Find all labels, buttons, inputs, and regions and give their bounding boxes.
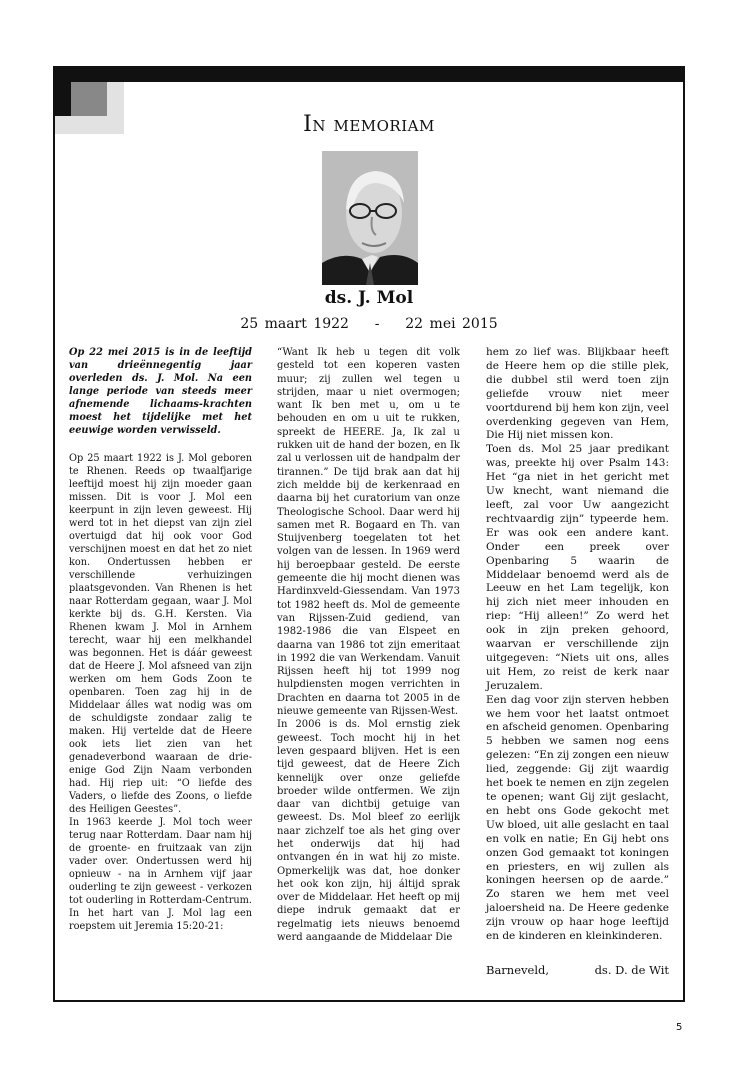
corner-decoration	[71, 82, 107, 116]
paragraph: In 1963 keerde J. Mol toch weer terug naar Rotterdam. Daar nam hij de groente- en fruitzaak van zijn vader over. Ondertussen werd hij opnieuw - na in Arnhem vijf jaar ouderling te zijn geweest - verkozen tot ouderling in Rotterdam-Centrum. In het hart van J. Mol lag een roepstem uit Jeremia 15:20-21:	[69, 817, 252, 932]
paragraph: “Want Ik heb u tegen dit volk gesteld tot een koperen vasten muur; zij zullen wel tegen u strijden, maar u niet overmogen; want Ik ben met u, om u te behouden en om u uit te rukken, spreekt de HEERE. Ja, Ik zal u rukken uit de hand der bozen, en Ik zal u verlossen uit de handpalm der tirannen.” De tijd brak aan dat hij zich meldde bij de kerkenraad en daarna bij het curatorium van onze Theologische School. Daar werd hij samen met R. Bogaard en Th. van Stuijvenberg toegelaten tot het volgen van de lessen. In 1969 werd hij beroepbaar gesteld. De eerste gemeente die hij mocht dienen was Hardinxveld-Giessendam. Van 1973 tot 1982 heeft ds. Mol de gemeente van Rijssen-Zuid gediend, van 1982-1986 die van Elspeet en daarna van 1986 tot zijn emeritaat in 1992 die van Werkendam. Vanuit Rijssen heeft hij tot 1999 nog hulpdiensten mogen verrichten in Drachten en daarna tot 2005 in de nieuwe gemeente van Rijssen-West.	[277, 347, 460, 718]
text-column-2	[277, 346, 460, 944]
intro-paragraph: Op 22 mei 2015 is in de leeftijd van drieënnegentig jaar overleden ds. J. Mol. Na een lange periode van steeds meer afnemende lichaams-krachten moest het tijdelijke met het eeuwige worden verwisseld.	[69, 347, 252, 436]
deceased-name: ds. J. Mol	[324, 288, 414, 308]
life-dates: 25 maart 1922 - 22 mei 2015	[240, 316, 498, 332]
corner-decoration	[55, 82, 71, 116]
paragraph: Op 25 maart 1922 is J. Mol geboren te Rhenen. Reeds op twaalfjarige leeftijd moest hij zijn moeder gaan missen. Dit is voor J. Mol een keerpunt in zijn leven geweest. Hij werd tot in het diepst van zijn ziel overtuigd dat hij ook voor God verschijnen moest en dat het zo niet kon. Ondertussen hebben er verschillende verhuizingen plaatsgevonden. Van Rhenen is het naar Rotterdam gegaan, waar J. Mol kerkte bij ds. G.H. Kersten. Via Rhenen kwam J. Mol in Arnhem terecht, waar hij een melkhandel was begonnen. Het is dáár geweest dat de Heere J. Mol afsneed van zijn werken om hem Gods Zoon te openbaren. Toen zag hij in de Middelaar álles wat nodig was om de schuldigste zondaar zalig te maken. Hij vertelde dat de Heere ook iets liet zien van het genadeverbond waaraan de drie-enige God Zijn Naam verbonden had. Hij riep uit: “O liefde des Vaders, o liefde des Zoons, o liefde des Heiligen Geestes”.	[69, 453, 252, 815]
paragraph: Een dag voor zijn sterven hebben we hem voor het laatst ontmoet en afscheid genomen. Openbaring 5 hebben we samen nog eens gelezen: “En zij zongen een nieuw lied, zeggende: Gij zijt waardig het boek te nemen en zijn zegelen te openen; want Gij zijt geslacht, en hebt ons Gode gekocht met Uw bloed, uit alle geslacht en taal en volk en natie; En Gij hebt ons onzen God gemaakt tot koningen en priesters, en wij zullen als koningen heersen op de aarde.” Zo staren we hem met veel jaloersheid na. De Heere gedenke zijn vrouw op haar hoge leeftijd en de kinderen en kleinkinderen.	[486, 693, 669, 943]
text-column-3	[486, 346, 669, 944]
page-title: In memoriam	[303, 112, 435, 137]
page-number: 5	[676, 1022, 683, 1033]
paragraph: hem zo lief was. Blijkbaar heeft de Heere hem op die stille plek, die dubbel stil werd toen zijn geliefde vrouw niet meer voortdurend bij hem kon zijn, veel overdenking gegeven van Hem, Die Hij niet missen kon.	[486, 346, 669, 442]
text-column-1	[69, 346, 252, 933]
signature-author: ds. D. de Wit	[594, 963, 669, 977]
paragraph: In 2006 is ds. Mol ernstig ziek geweest. Toch mocht hij in het leven gespaard blijven. Het is een tijd geweest, dat de Heere Zich kennelijk over onze geliefde broeder wilde ontfermen. We zijn daar van dichtbij getuige van geweest. Ds. Mol bleef zo eerlijk naar zichzelf toe als het ging over het onderwijs dat hij had ontvangen én in wat hij zo miste. Opmerkelijk was dat, hoe donker het ook kon zijn, hij áltijd sprak over de Middelaar. Het heeft op mij diepe indruk gemaakt dat er regelmatig iets nieuws benoemd werd aangaande de Middelaar Die	[277, 719, 460, 944]
portrait-photo	[322, 151, 418, 285]
paragraph: Toen ds. Mol 25 jaar predikant was, preekte hij over Psalm 143: Het “ga niet in het gericht met Uw knecht, want niemand die leeft, zal voor Uw aangezicht rechtvaardig zijn” typeerde hem. Er was ook een andere kant. Onder een preek over Openbaring 5 waarin de Middelaar benoemd werd als de Leeuw en het Lam tegelijk, kon hij zich niet meer inhouden en riep: “Hij alleen!” Zo werd het ook in zijn preken gehoord, waarvan er verschillende zijn uitgegeven: “Niets uit ons, alles uit Hem, zo reist de kerk naar Jeruzalem.	[486, 443, 669, 692]
signature-place: Barneveld,	[486, 963, 550, 977]
